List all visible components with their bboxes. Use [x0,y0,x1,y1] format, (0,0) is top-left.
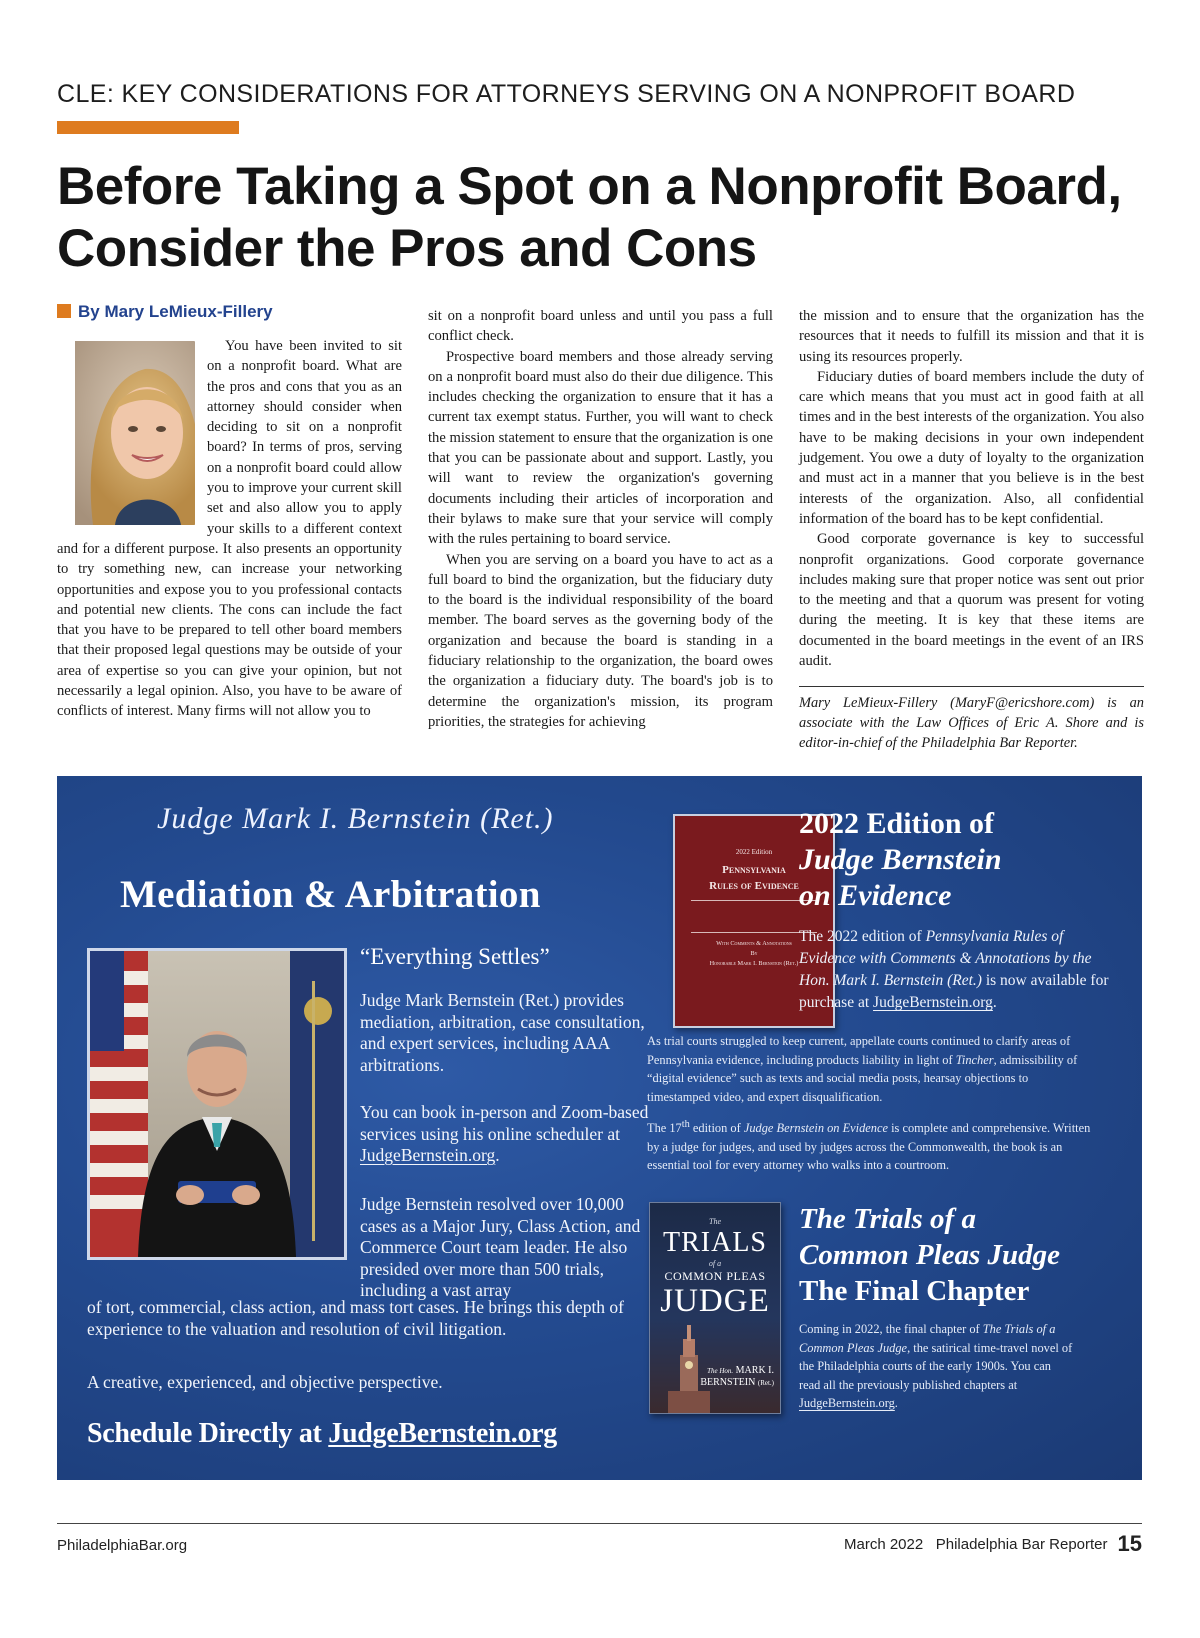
ad-paragraph-services: Judge Mark Bernstein (Ret.) provides mediation, arbitration, case consultation, and expert services, including AAA arbitrations. [360,990,645,1075]
book-author-line: Honorable Mark I. Bernstein (Ret.) [709,960,799,967]
article-headline: Before Taking a Spot on a Nonprofit Board, Consider the Pros and Cons [57,157,1122,278]
article-paragraph: Fiduciary duties of board members include the duty of care which means that you must act in good faith at all times and in the best interests of the organization. You also have to be making decisions in your own independent judgement. You owe a duty of loyalty to the organization and must act in a manner that you believe is in the best interests of the organization. Also, all confidential information of the board has to be kept confidential. [799,368,1144,527]
evidence-detail-1 [647,1032,1092,1106]
ad-text: edition of [689,1121,744,1136]
bio-divider [799,686,1144,687]
ad-text: The 17 [647,1121,682,1136]
book-author [700,1365,774,1389]
ad-text: . [495,1145,500,1165]
trials-link[interactable]: JudgeBernstein.org [799,1396,895,1410]
article-column-1 [57,336,402,722]
article-column-2 [428,306,773,732]
trials-heading-1: The Trials of a [799,1203,976,1235]
article-paragraph: When you are serving on a board you have to act as a full board to bind the organization, but the fiduciary duty to the board is the individual responsibility of the board member. The board serves as the governing body of the organization and because the board is standing in a fiduciary relationship to the organization, the board owes the organization a fiduciary duty. The board's job is to determine the organization's mission, its program priorities, the strategies for achieving [428,551,773,730]
book-the: The [709,1217,721,1226]
ad-text: . [992,994,997,1011]
author-bio: Mary LeMieux-Fillery (MaryF@ericshore.com) is an associate with the Law Offices of Eric A. Shore and is editor-in-chief of the Philadelphia Bar Reporter. [799,695,1144,751]
book-author-ret: (Ret.) [757,1379,774,1387]
trials-book-cover [649,1202,781,1414]
book-judge: JUDGE [660,1283,770,1319]
ad-paragraph-booking [360,1102,660,1167]
evidence-heading-1: 2022 Edition of [799,807,995,840]
evidence-purchase-link[interactable]: JudgeBernstein.org [873,994,993,1011]
ad-quote: “Everything Settles” [360,944,550,969]
book-author-name-1: MARK I. [735,1365,774,1376]
section-kicker: CLE: KEY CONSIDERATIONS FOR ATTORNEYS SERVING ON A NONPROFIT BOARD [57,80,1076,108]
ad-text: Coming in 2022, the final chapter of [799,1322,983,1336]
ad-service-title: Mediation & Arbitration [120,873,541,916]
book-common-pleas: COMMON PLEAS [664,1269,766,1283]
evidence-detail-2 [647,1116,1092,1175]
ad-text-italic: The Trials of a Common Pleas Judge [799,1322,1056,1355]
ad-text-sup: th [681,1119,690,1130]
evidence-heading-3: on Evidence [799,879,952,912]
ad-text-italic: Pennsylvania Rules of Evidence with Comments & Annotations by the Hon. Mark I. Bernstein (Ret.) [799,928,1092,989]
footer-site[interactable]: PhiladelphiaBar.org [57,1537,188,1554]
ad-paragraph-experience: Judge Bernstein resolved over 10,000 cases as a Major Jury, Class Action, and Commerce Court team leader. He also presided over more than 500 trials, including a vast array [360,1194,641,1300]
byline-square-icon [57,304,71,318]
book-with-line: With Comments & Annotations [716,940,792,947]
ad-text: . [894,1396,898,1410]
book-of-a: of a [708,1259,722,1268]
judge-photo [87,948,347,1260]
ad-call-to-action [87,1418,557,1450]
ad-text: , the satirical time-travel novel of the Philadelphia courts of the early 1900s. You can read all the previously published chapters at [799,1340,1073,1392]
book-author-hon: The Hon. [707,1367,734,1375]
ad-text: , admissibility of “digital evidence” such as texts and social media posts, hearsay objections to timestamped video, and expert disqualification. [647,1052,1078,1104]
footer-issue: March 2022 [844,1536,924,1553]
advertisement [57,776,1142,1480]
trials-paragraph [799,1320,1074,1413]
book-edition: 2022 Edition [735,848,773,856]
judge-portrait-image [90,951,344,1257]
footer-info [844,1531,1142,1557]
schedule-link[interactable]: JudgeBernstein.org [328,1418,557,1449]
book-trials: TRIALS [663,1227,767,1258]
footer-rule [57,1523,1142,1524]
book-author-name-2: BERNSTEIN [700,1377,756,1388]
article-paragraph: Prospective board members and those already serving on a nonprofit board must also do their due diligence. This includes checking the organization to ensure that it has a current tax exempt status. Further, you will want to check the mission statement to ensure that the organization is one that you can be passionate about and support. Lastly, you will want to review the organization's governing documents including their articles of incorporation and their bylaws to make sure that your service will comply with the rules pertaining to board service. [428,348,773,548]
byline [57,302,273,322]
author-photo [57,341,195,525]
book-title-line-1: Pennsylvania [722,864,786,876]
ad-paragraph-tagline: A creative, experienced, and objective perspective. [87,1372,443,1392]
evidence-paragraph [799,926,1109,1014]
book-title-line-2: Rules of Evidence [709,880,799,892]
article-paragraph: sit on a nonprofit board unless and until you pass a full conflict check. [428,308,773,345]
ad-paragraph-experience-cont: of tort, commercial, class action, and mass tort cases. He brings this depth of experience to the valuation and resolution of civil litigation. [87,1297,625,1339]
ad-text: is complete and comprehensive. Written by a judge for judges, and used by judges across the Commonwealth, the book is an essential tool for every attorney who walks into a courtroom. [647,1121,1091,1173]
ad-name-line: Judge Mark I. Bernstein (Ret.) [157,802,554,835]
article-paragraph: the mission and to ensure that the organization has the resources that it needs to fulfill its mission and that it is using its resources properly. [799,308,1144,365]
book-by-line: By [750,950,758,957]
ad-text: You can book in-person and Zoom-based services using his online scheduler at [360,1102,649,1144]
ad-text-italic: Tincher [955,1052,994,1067]
article-column-3 [799,306,1144,671]
ad-text: As trial courts struggled to keep current, appellate courts continued to clarify areas of Pennsylvania evidence, including products liability in light of [647,1034,1071,1067]
trials-heading-2: Common Pleas Judge [799,1239,1061,1271]
trials-heading-3: The Final Chapter [799,1275,1030,1307]
footer-publication: Philadelphia Bar Reporter [935,1536,1108,1553]
judgebernstein-link[interactable]: JudgeBernstein.org [360,1145,496,1165]
ad-text: is now available for purchase at [799,972,1109,1011]
ad-text: Schedule Directly at [87,1418,329,1449]
article-paragraph [57,336,402,722]
byline-text: By Mary LeMieux-Fillery [78,302,273,321]
evidence-heading-2: Judge Bernstein [799,843,1002,876]
ad-text-italic: Judge Bernstein on Evidence [743,1121,888,1136]
page-number: 15 [1117,1531,1142,1556]
article-text: You have been invited to sit on a nonprofit board. What are the pros and cons that you as an attorney should consider when deciding to sit on a nonprofit board? In terms of pros, serving on a nonprofit board could allow you to improve your current skill set and also allow you to apply your skills to a different context and for a different purpose. It also presents an opportunity to try something new, can increase your networking opportunities and expose you to you professional contacts and potential new clients. The cons can include the fact that you have to be prepared to tell other board members that their proposed legal questions may be outside of your area of expertise so you can give your opinion, but not necessarily a legal opinion. Also, you have to be aware of conflicts of interest. Many firms will not allow you to [57,338,402,720]
kicker-accent-rule [57,121,239,134]
author-portrait-image [75,341,195,525]
ad-text: The 2022 edition of [799,928,926,945]
article-paragraph: Good corporate governance is key to successful nonprofit organizations. Good corporate governance includes making sure that proper notice was sent out prior to the meeting and that a quorum was present for voting during the meeting. It is key that these items are documented in the board meetings in the event of an IRS audit. [799,531,1144,670]
